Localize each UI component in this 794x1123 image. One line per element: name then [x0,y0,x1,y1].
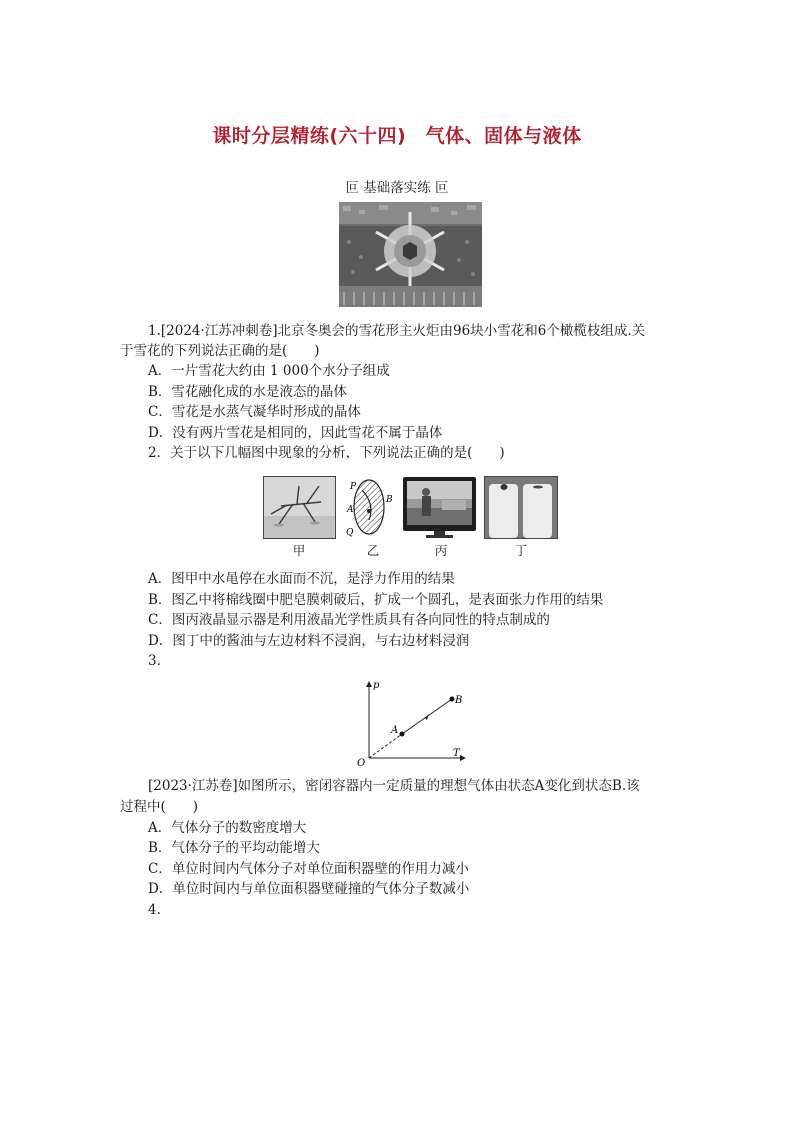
q1-option-b: B．雪花融化成的水是液态的晶体 [148,384,347,400]
q3-option-c: C．单位时间内气体分子对单位面积器壁的作用力减小 [148,861,469,877]
q3-number: 3. [148,653,161,669]
q1-option-a: A．一片雪花大约由 1 000个水分子组成 [148,363,390,379]
label-q: Q [346,528,354,538]
x-axis-label: T [453,748,460,759]
q1-stem-line2: 于雪花的下列说法正确的是( ) [120,343,320,359]
q2-option-a: A．图甲中水黾停在水面而不沉，是浮力作用的结果 [148,571,455,587]
label-a: A [347,505,354,515]
q1-option-c: C．雪花是水蒸气凝华时形成的晶体 [148,404,361,420]
snowflake-photo [339,202,482,307]
q2-stem: 2．关于以下几幅图中现象的分析，下列说法正确的是( ) [148,445,505,461]
section-heading: 叵 基础落实练 叵 [345,180,449,196]
q3-stem-line1: [2023·江苏卷]如图所示，密闭容器内一定质量的理想气体由状态A变化到状态B.该 [148,778,640,794]
point-b [450,697,455,702]
caption-yi: 乙 [366,543,380,558]
figure-jia-water-strider [263,476,336,539]
origin-label: O [357,758,366,768]
label-b: B [386,495,393,505]
q3-option-a: A．气体分子的数密度增大 [148,820,307,836]
point-a [400,732,405,737]
q3-option-b: B．气体分子的平均动能增大 [148,840,320,856]
figure-bing-lcd-monitor [402,476,477,539]
label-p: P [350,482,357,492]
q3-pt-graph [355,676,470,768]
q3-option-d: D．单位时间内与单位面积器壁碰撞的气体分子数减小 [148,881,470,897]
point-b-label: B [455,695,463,706]
caption-ding: 丁 [514,543,528,558]
y-axis-label: p [373,680,380,691]
q3-stem-line2: 过程中( ) [120,799,199,815]
q4-number: 4. [148,902,161,918]
figure-ding-soy-sauce-blocks [484,476,558,539]
q2-option-b: B．图乙中将棉线圈中肥皂膜刺破后，扩成一个圆孔，是表面张力作用的结果 [148,592,604,608]
caption-jia: 甲 [292,543,306,558]
q2-option-d: D．图丁中的酱油与左边材料不浸润，与右边材料浸润 [148,633,470,649]
page-title: 课时分层精练(六十四) 气体、固体与液体 [212,125,582,147]
q2-option-c: C．图丙液晶显示器是利用液晶光学性质具有各向同性的特点制成的 [148,612,550,628]
q1-stem-line1: 1.[2024·江苏冲刺卷]北京冬奥会的雪花形主火炬由96块小雪花和6个橄榄枝组成.关 [148,323,646,339]
q1-option-d: D．没有两片雪花是相同的，因此雪花不属于晶体 [148,425,443,441]
figure-yi-soap-film [343,476,398,540]
caption-bing: 丙 [434,543,448,558]
point-a-label: A [391,725,399,736]
